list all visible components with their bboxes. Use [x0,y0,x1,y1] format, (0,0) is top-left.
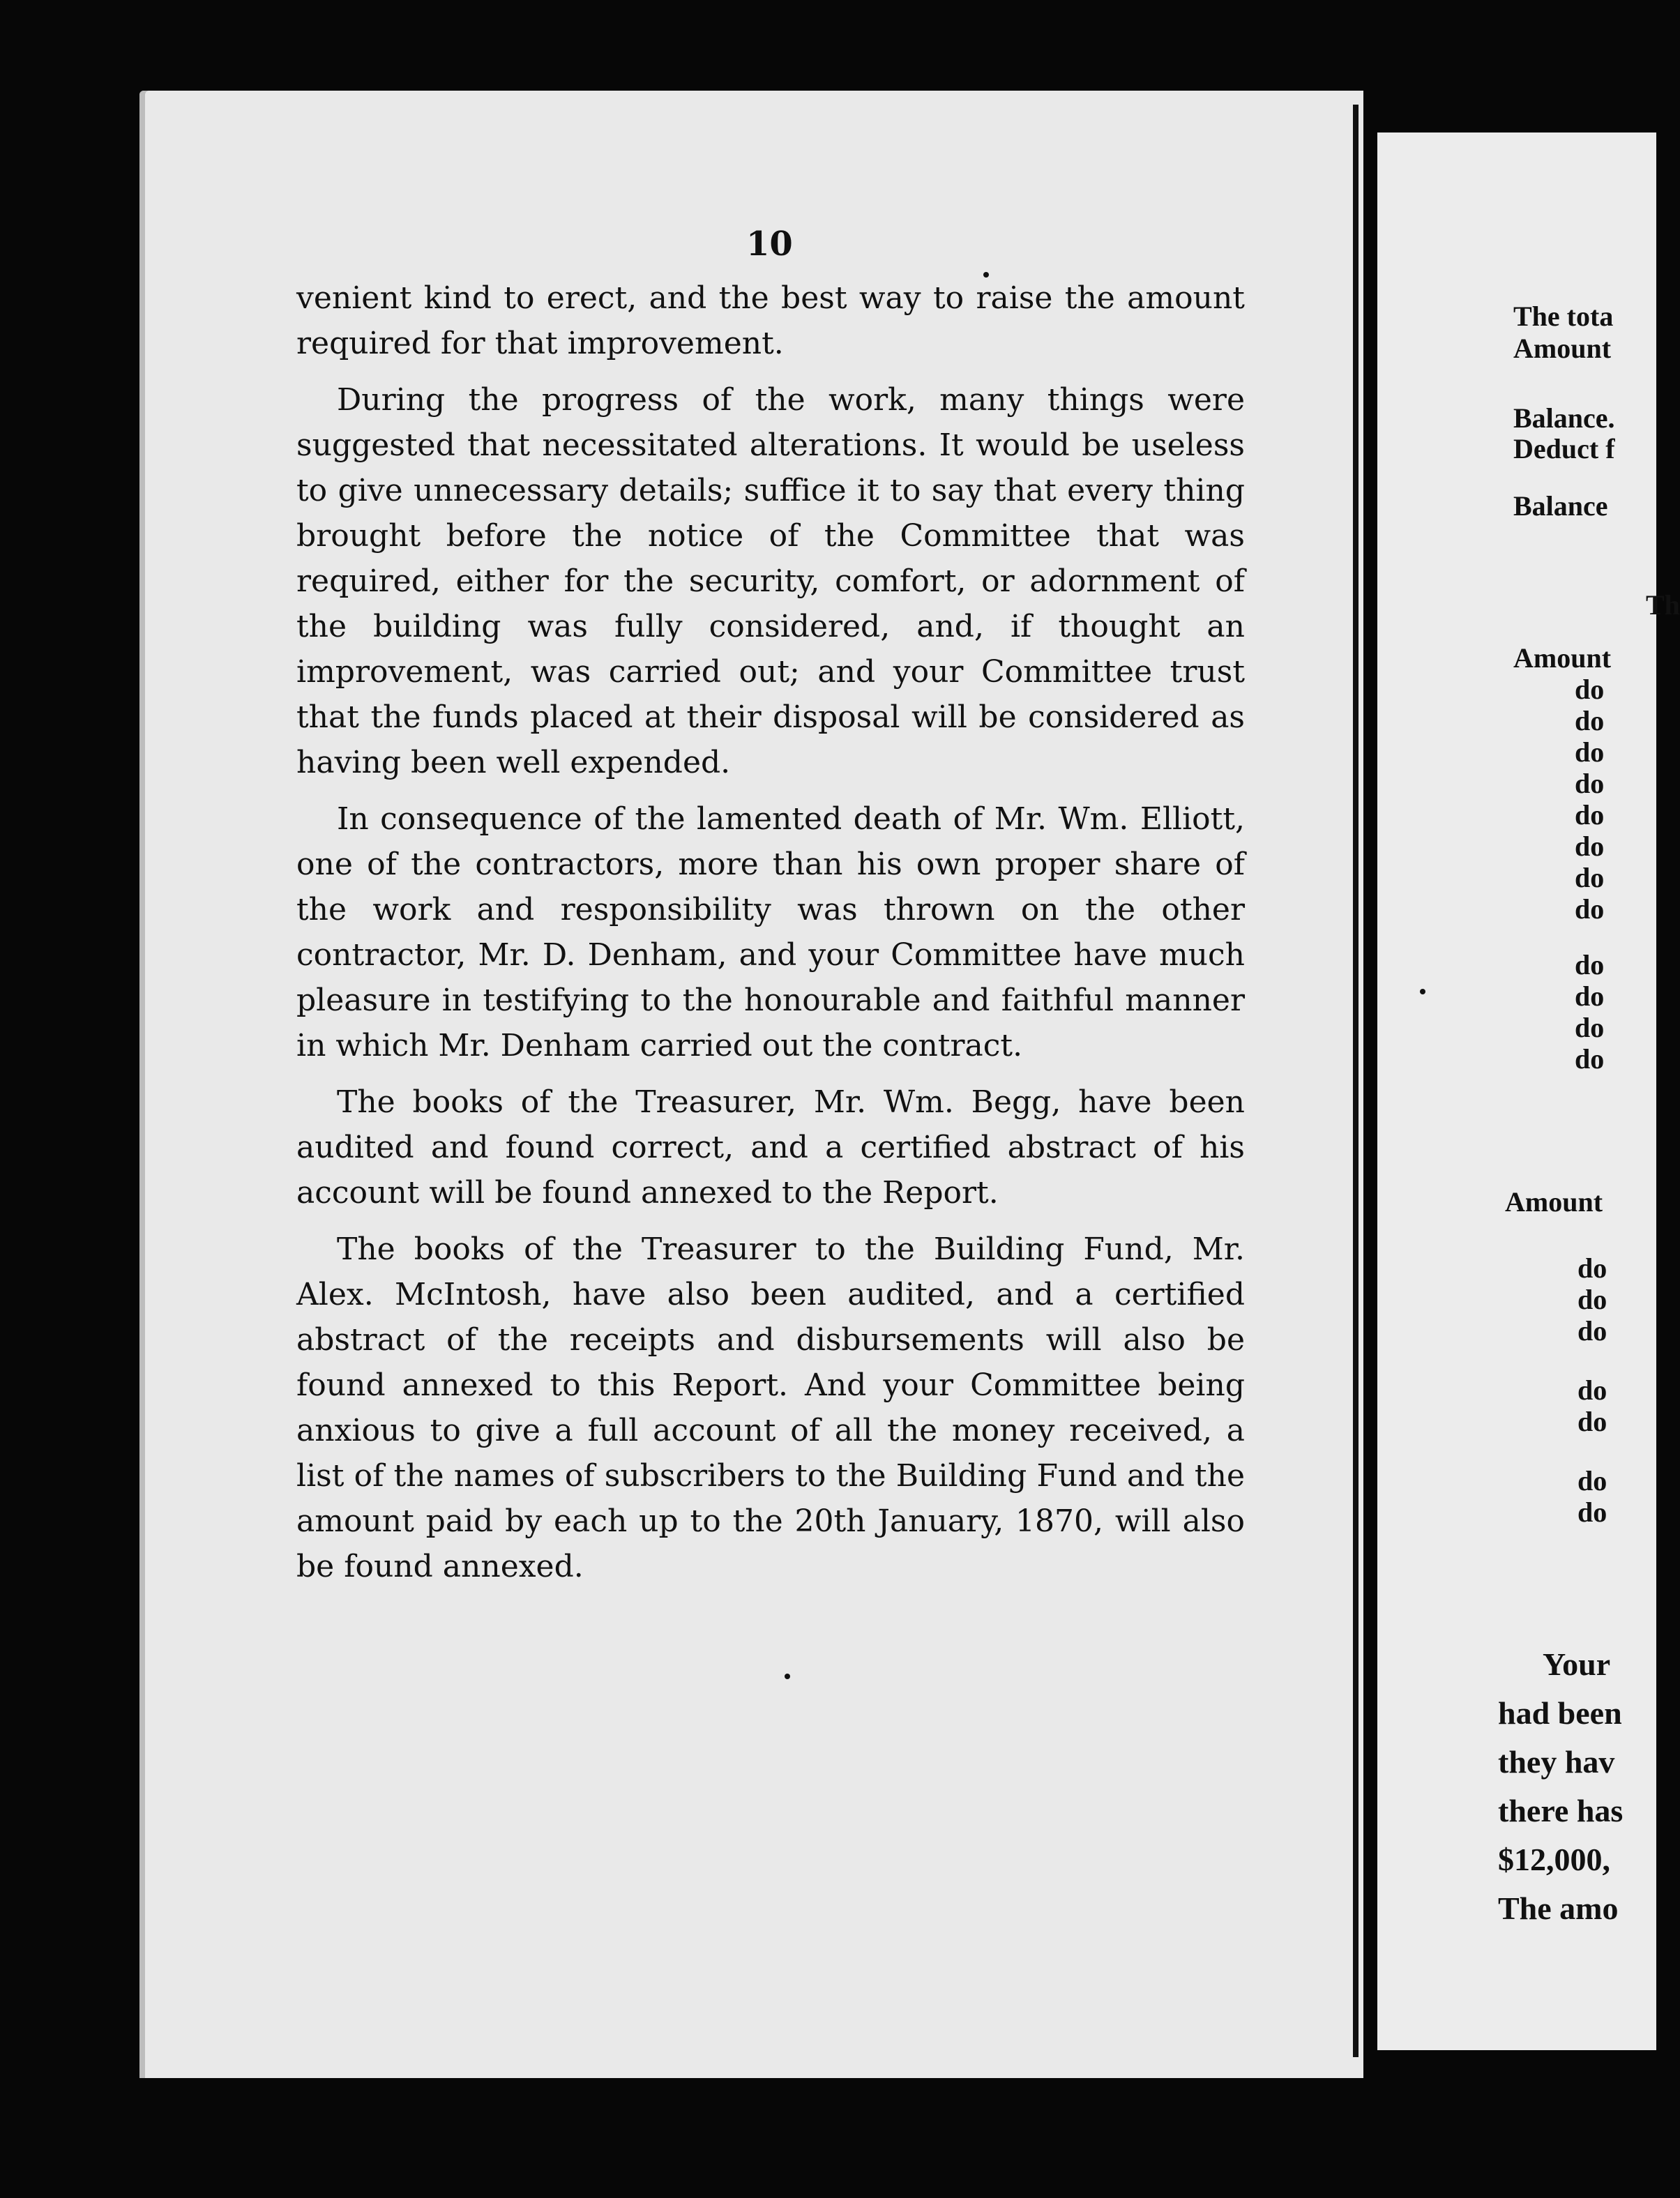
ink-speck [983,272,989,278]
right-line: Deduct f [1513,433,1615,464]
right-line: Your [1543,1646,1611,1682]
ink-speck [785,1674,790,1679]
paragraph-5: The books of the Treasurer to the Building Fund, Mr. Alex. McIntosh, have also been audited, and a certified abstract of the receipts and disbursements will also be found annexed to this Report. And your Committee being anxious to give a full account of all the money received, a list of the names of subscribers to the Building Fund and the amount paid by each up to the 20th January, 1870, will also be found annexed. [296,1231,1245,1584]
right-line: do [1575,674,1605,705]
right-line: The tota [1513,301,1614,332]
right-line: Amount [1513,333,1612,364]
right-line: do [1575,949,1605,980]
right-line: Amount [1505,1186,1603,1218]
right-line: The amo [1498,1890,1619,1926]
right-line: do [1577,1496,1607,1528]
right-line: they hav [1498,1744,1615,1780]
right-line: do [1575,893,1605,925]
right-line: there has [1498,1793,1624,1828]
page-number: 10 [746,225,793,264]
right-line: do [1575,705,1605,736]
paragraph-1: venient kind to erect, and the best way to raise the amount required for that improvement. [296,280,1245,361]
right-line: do [1575,831,1605,862]
right-line: do [1575,862,1605,893]
right-line: Balance [1513,490,1608,522]
right-line: do [1577,1374,1607,1406]
right-line: do [1575,768,1605,799]
right-line: do [1575,1043,1605,1075]
right-line: do [1577,1284,1607,1315]
right-line: do [1575,1012,1605,1043]
right-line: do [1577,1406,1607,1437]
right-line: do [1577,1315,1607,1347]
right-line: $12,000, [1498,1842,1610,1877]
right-line: do [1575,980,1605,1012]
right-line: Th [1646,589,1680,621]
right-line: do [1575,799,1605,831]
book-gutter [1353,105,1359,2057]
paragraph-2: During the progress of the work, many things were suggested that necessitated alterations. It would be useless to give unnecessary details; suffice it to say that every thing brought before the notice of the Committee that was required, either for the security, comfort, or adornment of the building was fully considered, and, if thought an improvement, was carried out; and your Committee trust that the funds placed at their disposal will be considered as having been well expended. [296,382,1245,780]
right-line: Amount [1513,642,1612,674]
right-line: do [1577,1252,1607,1284]
right-line: Balance. [1513,402,1615,434]
ink-speck [1420,989,1425,994]
right-line: do [1577,1465,1607,1496]
paragraph-3: In consequence of the lamented death of Mr. Wm. Elliott, one of the contractors, more than his own proper share of the work and responsibility was thrown on the other contractor, Mr. D. Denham, and your Committee have much pleasure in testifying to the honourable and faithful manner in which Mr. Denham carried out the contract. [296,801,1245,1063]
right-line: do [1575,736,1605,768]
body-text [296,275,1245,1600]
right-line: had been [1498,1695,1622,1731]
paragraph-4: The books of the Treasurer, Mr. Wm. Begg, have been audited and found correct, and a certified abstract of his account will be found annexed to the Report. [296,1084,1245,1211]
